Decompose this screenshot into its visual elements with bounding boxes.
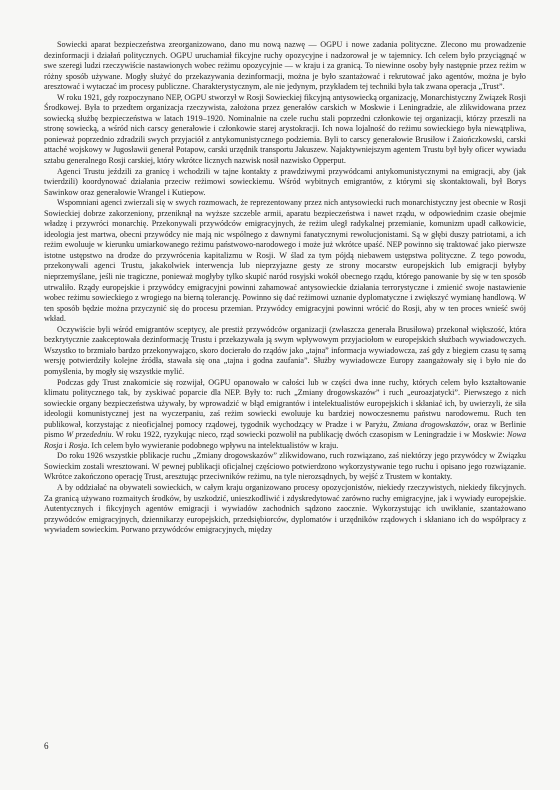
paragraph-text: W roku 1921, gdy rozpoczynano NEP, OGPU stworzył w Rosji Sowieckiej fikcyjną antysowiecką organizację, Monarchistyczny Związek Rosji Środkowej. Była to przedtem organizacja rzeczywista, założona przez generałów carskich w Moskwie i Leningradzie, ale zlikwidowana przez sowiecką służbę bezpieczeństwa w latach 1919–1920. Nominalnie na czele ruchu stali poprzedni członkowie tej organizacji, którzy przeszli na stronę sowiecką, a wśród nich carscy generałowie i członkowie starej arystokracji. Ich nowa lojalność do reżimu sowieckiego była niewątpliwa, ponieważ poprzednio zdradzili swych przyjaciół z antykomunistycznego podziemia. Byli to carscy generałowie Brusiłow i Zaiończkowski, carski attaché wojskowy w Jugosławii generał Potapow, carski urzędnik transportu Jakuszew. Najaktywniejszym agentem Trustu był były oficer wywiadu sztabu generalnego Rosji carskiej, który wkrótce licznych nazwisk nosił nazwisko Opperput. bbox=[44, 92, 526, 166]
paragraph bbox=[44, 40, 526, 93]
paragraph-text: Podczas gdy Trust znakomicie się rozwijał, OGPU opanowało w całości lub w części dwa inne ruchy, których celem było kształtowanie klimatu politycznego tak, by zyskiwać poparcie dla NEP. Były to: ruch „Zmiany drogowskazów” i ruch „euroazjatycki”. Pierwszego z nich sowieckie organy bezpieczeństwa używały, by wprowadzić w błąd emigrantów i intelektualistów europejskich i skłaniać ich, by uwierzyli, że siła ideologii komunistycznej jest na wyczerpaniu, zaś reżim sowiecki ewoluuje ku bardziej nowoczesnemu państwu narodowemu. Ruch ten publikował, korzystając z nieoficjalnej pomocy rządowej, tygodnik wychodzący w Pradze i w Paryżu, bbox=[44, 377, 526, 429]
paragraph bbox=[44, 325, 526, 378]
paragraph bbox=[44, 483, 526, 536]
paragraph bbox=[44, 451, 526, 483]
paragraph-text: Wspomniani agenci zwierzali się w swych rozmowach, że reprezentowany przez nich antysowiecki ruch monarchistyczny jest obecnie w Rosji Sowieckiej dobrze zakorzeniony, przeniknął na wyższe szczeble armii, aparatu bezpieczeństwa i nawet rządu, w odpowiednim czasie obejmie władzę i przywróci monarchię. Przekonywali przywódców emigracyjnych, że reżim uległ radykalnej przemianie, komunizm upadł całkowicie, ideologia jest martwa, obecni przywódcy nie mają nic wspólnego z dawnymi fanatycznymi rewolucjonistami. Są w głębi duszy patriotami, a ich reżim ewoluuje w kierunku umiarkowanego reżimu państwowo-narodowego i może już wkrótce upaść. NEP powinno się traktować jako pierwsze istotne ustępstwo na drodze do przywrócenia kapitalizmu w Rosji. W ślad za tym pójdą niebawem ustępstwa polityczne. Z tego powodu, przekonywali agenci Trustu, jakakolwiek interwencja lub nieprzyjazne gesty ze strony mocarstw europejskich lub emigracji byłyby nieprzemyślane, jeśli nie tragiczne, ponieważ mogłyby tylko skupić naród rosyjski wokół obecnego rządu, którego panowanie by się w ten sposób utrwaliło. Rządy europejskie i przywódcy emigracyjni powinni zahamować antysowieckie działania terrorystyczne i zmienić swoje nastawienie wobec reżimu sowieckiego z wrogiego na bierną tolerancję. Powinno się dać reżimowi uznanie dyplomatyczne i zwiększyć wymianę handlową. W ten sposób będzie można przyczynić się do procesu przemian. Przywódcy emigracyjni powinni wrócić do Rosji, aby w ten proces wnieść swój wkład. bbox=[44, 198, 526, 324]
page-number: 6 bbox=[44, 741, 49, 751]
paragraph bbox=[44, 93, 526, 167]
paragraph-text: Do roku 1926 wszystkie pblikacje ruchu „Zmiany drogowskazów” zlikwidowano, ruch rozwiązano, zaś niektórzy jego przywódcy w Związku Sowieckim zostali wresztowani. W pewnej publikacji oficjalnej częściowo potwierdzono wykorzystywanie tego ruchu i opisano jego rozwiązanie. Wkrótce zakończono operację Trust, aresztując przeciwników reżimu, na tyle nierozsądnych, by wejść z Trustem w kontakty. bbox=[44, 451, 526, 482]
paragraph-text: . Ich celem było wywieranie podobnego wpływu na intelektualistów w kraju. bbox=[87, 440, 339, 450]
publication-title: Nowa Rosja bbox=[44, 430, 527, 450]
paragraph-text: Agenci Trustu jeździli za granicę i wchodzili w tajne kontakty z prawdziwymi przywódcami antykomunistycznymi na emigracji, aby (jak twierdzili) koordynować działania przeciw reżimowi sowieckiemu. Wśród wybitnych emigrantów, z którymi się skontaktowali, był Borys Sawinkow oraz generałowie Wrangel i Kutiepow. bbox=[44, 166, 526, 197]
body-text bbox=[44, 40, 526, 536]
paragraph-text: A by oddziałać na obywateli sowieckich, w całym kraju organizowano procesy opozycjonistów, niekiedy rzeczywistych, niekiedy fikcyjnych. Za granicą używano rozmaitych środków, by uszkodzić, unieszkodliwić i zdyskredytować zarówno ruchy emigracyjne, jak i wywiady europejskie. Autentycznych i fikcyjnych agentów emigracji i wywiadów zachodnich sądzono zaocznie. Wykorzystując ich uwikłanie, szantażowano przywódców emigracyjnych, dziennikarzy europejskich, przedsiębiorców, dyplomatów i urzędników rządowych i skłaniano ich do współpracy z wywiadem sowieckim. Porwano przywódców emigracyjnych, między bbox=[44, 482, 526, 535]
paragraph-text: i bbox=[62, 440, 69, 450]
paragraph bbox=[44, 378, 526, 452]
paragraph-text: , oraz w Berlinie pismo bbox=[44, 419, 526, 440]
paragraph-text: Sowiecki aparat bezpieczeństwa zreorganizowano, dano mu nową nazwę — OGPU i nowe zadania polityczne. Zlecono mu prowadzenie dezinformacji i działań politycznych. OGPU uruchamiał fikcyjne ruchy opozycyjne i nadzorował je w tajemnicy. Ich celem było przyciągnąć w swe szeregi ludzi rzeczywiście nastawionych wobec reżimu opozycyjnie — w kraju i za granicą. To niewinne osoby były następnie przez reżim w różny sposób używane. Mogły służyć do przekazywania dezinformacji, można je było szantażować i rekrutować jako agentów, można je było aresztować i wytaczać im procesy publiczne. Charakterystycznym, ale nie jedynym, przykładem tej techniki była tak zwana operacja „Trust”. bbox=[44, 40, 526, 92]
paragraph bbox=[44, 167, 526, 199]
paragraph-text: Oczywiście byli wśród emigrantów sceptycy, ale prestiż przywódców organizacji (zwłaszcza generała Brusiłowa) przekonał większość, która bezkrytycznie zaakceptowała dezinformację Trustu i przekazywała ją swym wpływowym przyjaciołom w europejskich służbach wywiadowczych. Wszystko to brzmiało bardzo przekonywająco, skoro docierało do rządów jako „tajna” informacja wywiadowcza, zaś gdy z biegiem czasu tę samą wersję potwierdziły kolejne źródła, stawała się ona „tajna i godna zaufania”. Służby wywiadowcze Europy zaangażowały się i było nie do pomyślenia, by mogły się wszystkie mylić. bbox=[44, 324, 526, 376]
publication-title: Rosja bbox=[68, 440, 88, 450]
paragraph-text: . W roku 1922, ryzykując nieco, rząd sowiecki pozwolił na publikację dwóch czasopism w Leningradzie i w Moskwie: bbox=[111, 430, 508, 440]
paragraph bbox=[44, 198, 526, 325]
publication-title: W przededniu bbox=[66, 430, 112, 440]
publication-title: Zmiana drogowskazów bbox=[392, 419, 469, 429]
